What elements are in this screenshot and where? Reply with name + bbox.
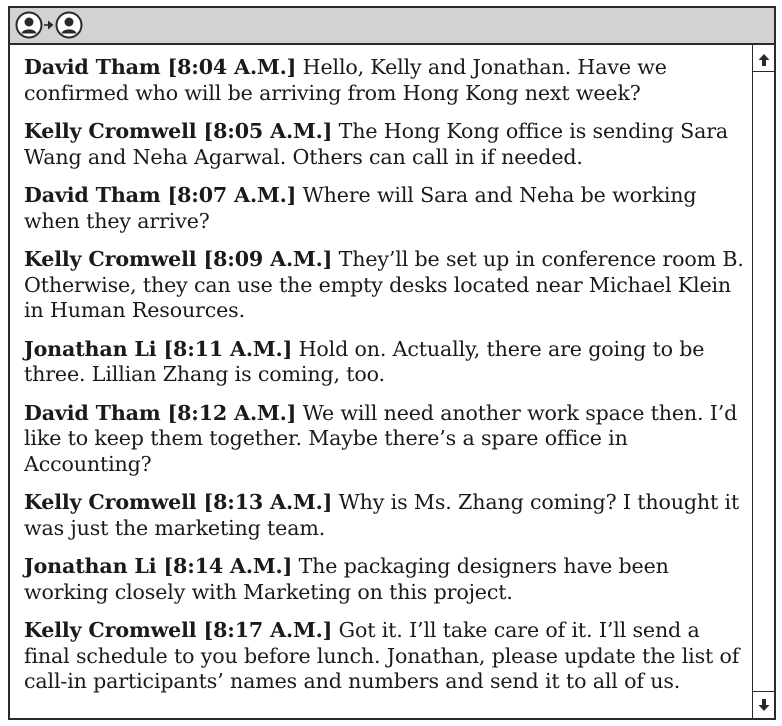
speaker-name: Kelly Cromwell (24, 618, 197, 642)
chat-message (24, 401, 744, 478)
message-speaker (24, 554, 292, 578)
person-icon (55, 11, 83, 39)
arrow-up-icon (758, 53, 770, 67)
message-time: [8:12 A.M.] (167, 400, 297, 425)
chat-message (24, 55, 744, 106)
message-text: They’ll be set up in conference room B. Otherwise, they can use the empty desks located near Michael Klein in Human Resources. (24, 247, 744, 322)
message-time: [8:07 A.M.] (167, 183, 297, 207)
chat-message (24, 183, 744, 234)
chat-message (24, 490, 744, 541)
message-speaker (24, 618, 332, 642)
participants-indicator (15, 11, 83, 39)
message-text: Hello, Kelly and Jonathan. Have we confirmed who will be arriving from Hong Kong next week? (24, 55, 667, 105)
speaker-name: David Tham (24, 55, 161, 79)
message-speaker (24, 401, 296, 425)
speaker-name: Kelly Cromwell (24, 490, 197, 514)
message-text: Hold on. Actually, there are going to be three. Lillian Zhang is coming, too. (24, 336, 705, 386)
speaker-name: David Tham (24, 183, 161, 207)
message-text: Got it. I’ll take care of it. I’ll send a final schedule to you before lunch. Jonathan, please update the list of call-in participants’ names and numbers and send it to all of us. (24, 618, 740, 693)
message-time: [8:05 A.M.] (203, 119, 333, 143)
speaker-name: Kelly Cromwell (24, 247, 197, 271)
arrow-right-icon (44, 19, 54, 31)
chat-titlebar (10, 8, 774, 45)
message-time: [8:17 A.M.] (203, 618, 333, 642)
message-text: Why is Ms. Zhang coming? I thought it was just the marketing team. (24, 490, 740, 540)
speaker-name: Jonathan Li (24, 336, 157, 361)
message-speaker (24, 247, 332, 271)
message-time: [8:04 A.M.] (167, 55, 297, 79)
scroll-up-button[interactable] (753, 49, 774, 71)
message-speaker (24, 490, 332, 514)
message-speaker (24, 55, 296, 79)
chat-message (24, 247, 744, 324)
vertical-scrollbar[interactable] (752, 45, 774, 718)
message-text: We will need another work space then. I’d like to keep them together. Maybe there’s a spare office in Accounting? (24, 400, 738, 476)
message-text: The packaging designers have been working closely with Marketing on this project. (24, 554, 669, 604)
message-speaker (24, 119, 332, 143)
message-text: Where will Sara and Neha be working when they arrive? (24, 183, 697, 233)
message-speaker (24, 183, 296, 207)
message-time: [8:13 A.M.] (203, 490, 333, 514)
message-text: The Hong Kong office is sending Sara Wang and Neha Agarwal. Others can call in if needed. (24, 119, 729, 169)
speaker-name: David Tham (24, 400, 161, 425)
person-icon (15, 11, 43, 39)
chat-window (8, 6, 776, 720)
speaker-name: Jonathan Li (24, 554, 157, 578)
message-list (10, 45, 754, 718)
chat-message (24, 337, 744, 388)
scroll-track[interactable] (753, 71, 774, 692)
speaker-name: Kelly Cromwell (24, 119, 197, 143)
message-speaker (24, 337, 292, 361)
message-time: [8:14 A.M.] (163, 554, 293, 578)
arrow-down-icon (758, 698, 770, 712)
scroll-down-button[interactable] (753, 694, 774, 716)
chat-message (24, 554, 744, 605)
message-time: [8:09 A.M.] (203, 247, 333, 271)
chat-message (24, 618, 744, 695)
message-time: [8:11 A.M.] (163, 336, 293, 361)
chat-message (24, 119, 744, 170)
